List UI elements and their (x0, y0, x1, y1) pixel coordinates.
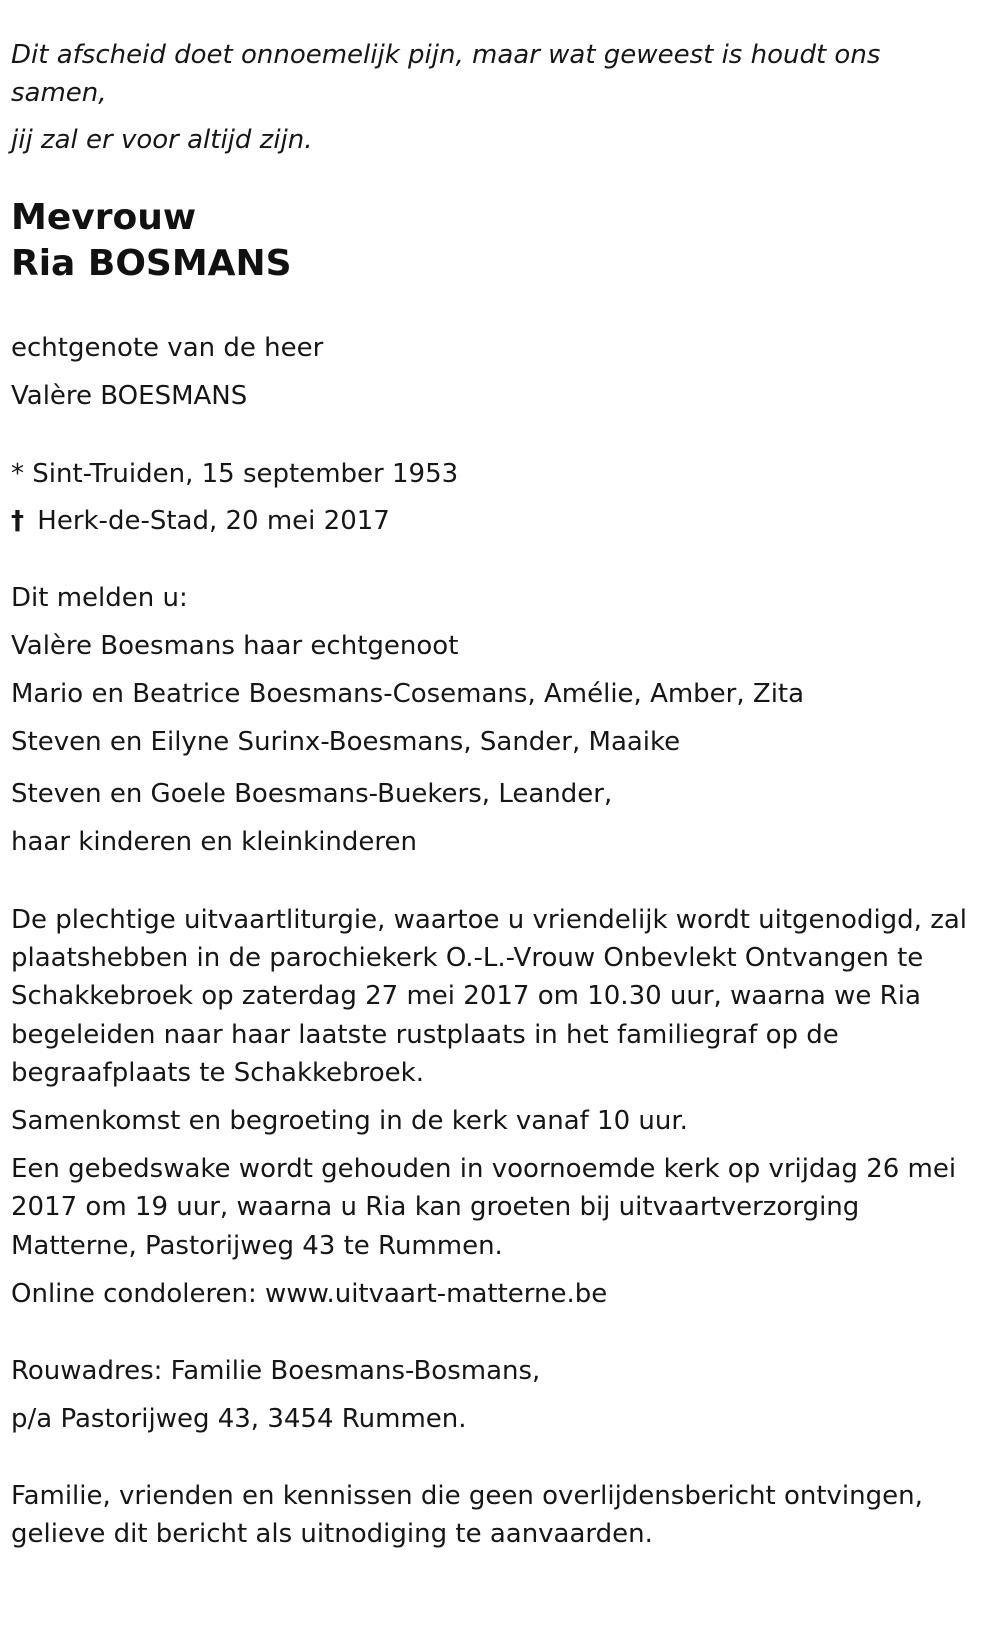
wake-text-line: Matterne, Pastorijweg 43 te Rummen. (11, 1231, 503, 1261)
deceased-name: Ria BOSMANS (11, 243, 292, 284)
family-member: haar kinderen en kleinkinderen (11, 827, 417, 857)
closing-line-1: Familie, vrienden en kennissen die geen overlijdensbericht ontvingen, (11, 1481, 923, 1511)
funeral-text-line: plaatshebben in de parochiekerk O.-L.-Vrouw Onbevlekt Ontvangen te (11, 943, 924, 973)
relation-line-2: Valère BOESMANS (11, 381, 248, 411)
wake-text-line: Een gebedswake wordt gehouden in voornoemde kerk op vrijdag 26 mei (11, 1154, 957, 1184)
wake-text-line: 2017 om 19 uur, waarna u Ria kan groeten bij uitvaartverzorging (11, 1192, 860, 1222)
poem-line-3: jij zal er voor altijd zijn. (11, 125, 313, 155)
cross-icon: † (11, 506, 24, 536)
family-intro: Dit melden u: (11, 583, 188, 613)
funeral-text-line: Schakkebroek op zaterdag 27 mei 2017 om 10.30 uur, waarna we Ria (11, 981, 921, 1011)
address-line-1: Rouwadres: Familie Boesmans-Bosmans, (11, 1356, 541, 1386)
closing-line-2: gelieve dit bericht als uitnodiging te aanvaarden. (11, 1519, 653, 1549)
address-line-2: p/a Pastorijweg 43, 3454 Rummen. (11, 1404, 467, 1434)
family-member: Mario en Beatrice Boesmans-Cosemans, Amélie, Amber, Zita (11, 679, 805, 709)
salutation: Mevrouw (11, 197, 197, 238)
funeral-text-line: De plechtige uitvaartliturgie, waartoe u vriendelijk wordt uitgenodigd, zal (11, 905, 968, 935)
funeral-text-line: begraafplaats te Schakkebroek. (11, 1058, 425, 1088)
family-member: Steven en Goele Boesmans-Buekers, Leander, (11, 779, 613, 809)
online-condolence: Online condoleren: www.uitvaart-matterne.be (11, 1279, 608, 1309)
death-date: Herk-de-Stad, 20 mei 2017 (37, 506, 390, 536)
family-member: Valère Boesmans haar echtgenoot (11, 631, 459, 661)
family-member: Steven en Eilyne Surinx-Boesmans, Sander, Maaike (11, 727, 681, 757)
death-date-row (11, 501, 390, 541)
poem-line-2: samen, (11, 78, 107, 108)
poem-line-1: Dit afscheid doet onnoemelijk pijn, maar wat geweest is houdt ons (11, 40, 881, 70)
relation-line-1: echtgenote van de heer (11, 333, 324, 363)
gathering-text: Samenkomst en begroeting in de kerk vanaf 10 uur. (11, 1106, 688, 1136)
birth-date: * Sint-Truiden, 15 september 1953 (11, 459, 459, 489)
funeral-text-line: begeleiden naar haar laatste rustplaats in het familiegraf op de (11, 1020, 839, 1050)
